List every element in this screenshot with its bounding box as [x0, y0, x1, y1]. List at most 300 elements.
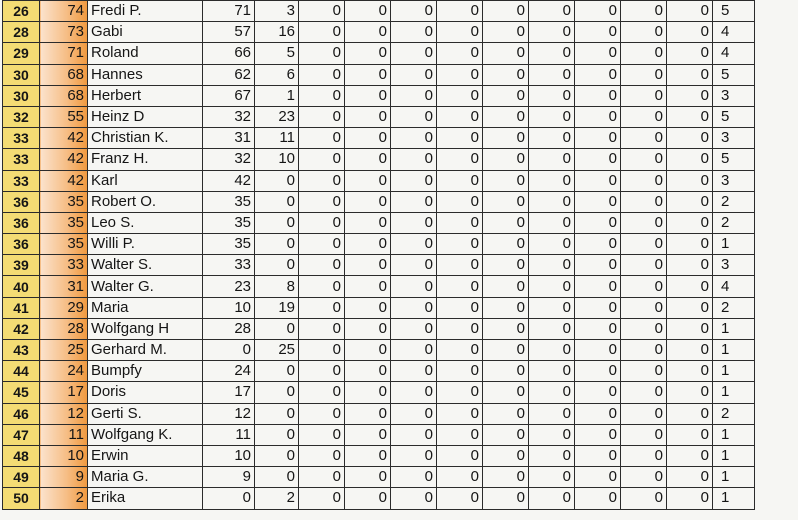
count-cell: 3 — [713, 170, 755, 191]
points-cell: 35 — [40, 212, 88, 233]
player-name-cell: Hannes — [88, 64, 203, 85]
score-cell: 0 — [621, 22, 667, 43]
score-cell: 0 — [621, 318, 667, 339]
score-cell: 0 — [575, 191, 621, 212]
points-cell: 55 — [40, 106, 88, 127]
score-cell: 0 — [391, 255, 437, 276]
score-cell: 0 — [345, 488, 391, 509]
score-cell: 10 — [203, 445, 255, 466]
score-cell: 35 — [203, 212, 255, 233]
points-cell: 68 — [40, 85, 88, 106]
score-cell: 1 — [255, 85, 299, 106]
rank-cell: 33 — [3, 170, 40, 191]
table-row — [3, 191, 755, 212]
score-cell: 0 — [529, 191, 575, 212]
table-row — [3, 382, 755, 403]
score-cell: 0 — [483, 22, 529, 43]
score-cell: 0 — [345, 1, 391, 22]
score-cell: 0 — [437, 212, 483, 233]
player-name-cell: Robert O. — [88, 191, 203, 212]
table-row — [3, 424, 755, 445]
count-cell: 3 — [713, 128, 755, 149]
score-cell: 0 — [255, 191, 299, 212]
score-cell: 0 — [345, 64, 391, 85]
player-name-cell: Doris — [88, 382, 203, 403]
score-cell: 0 — [391, 467, 437, 488]
score-cell: 0 — [345, 170, 391, 191]
score-cell: 0 — [483, 128, 529, 149]
table-row — [3, 361, 755, 382]
score-cell: 35 — [203, 234, 255, 255]
rank-cell: 43 — [3, 340, 40, 361]
score-cell: 0 — [575, 212, 621, 233]
table-row — [3, 445, 755, 466]
score-cell: 0 — [299, 64, 345, 85]
score-cell: 0 — [483, 318, 529, 339]
score-cell: 0 — [575, 43, 621, 64]
score-cell: 0 — [621, 191, 667, 212]
score-cell: 0 — [575, 170, 621, 191]
table-row — [3, 128, 755, 149]
rank-cell: 42 — [3, 318, 40, 339]
count-cell: 1 — [713, 382, 755, 403]
score-cell: 0 — [345, 297, 391, 318]
count-cell: 1 — [713, 488, 755, 509]
table-row — [3, 488, 755, 509]
score-cell: 0 — [345, 445, 391, 466]
score-cell: 0 — [391, 340, 437, 361]
rank-cell: 47 — [3, 424, 40, 445]
score-cell: 0 — [575, 22, 621, 43]
score-cell: 0 — [575, 424, 621, 445]
score-cell: 0 — [529, 382, 575, 403]
score-cell: 11 — [203, 424, 255, 445]
points-cell: 9 — [40, 467, 88, 488]
table-row — [3, 276, 755, 297]
score-cell: 0 — [345, 149, 391, 170]
points-cell: 24 — [40, 361, 88, 382]
score-cell: 0 — [345, 255, 391, 276]
points-cell: 35 — [40, 191, 88, 212]
score-cell: 0 — [437, 191, 483, 212]
score-cell: 0 — [575, 382, 621, 403]
score-cell: 0 — [299, 255, 345, 276]
score-cell: 0 — [621, 445, 667, 466]
score-cell: 9 — [203, 467, 255, 488]
ranking-table — [2, 0, 755, 510]
score-cell: 0 — [575, 467, 621, 488]
score-cell: 0 — [621, 234, 667, 255]
score-cell: 0 — [667, 467, 713, 488]
count-cell: 4 — [713, 276, 755, 297]
score-cell: 0 — [391, 212, 437, 233]
score-cell: 0 — [621, 170, 667, 191]
rank-cell: 30 — [3, 64, 40, 85]
points-cell: 73 — [40, 22, 88, 43]
player-name-cell: Roland — [88, 43, 203, 64]
score-cell: 0 — [391, 382, 437, 403]
score-cell: 0 — [667, 22, 713, 43]
score-cell: 0 — [483, 212, 529, 233]
score-cell: 0 — [483, 467, 529, 488]
count-cell: 2 — [713, 297, 755, 318]
score-cell: 0 — [391, 361, 437, 382]
points-cell: 42 — [40, 128, 88, 149]
score-cell: 0 — [621, 106, 667, 127]
score-cell: 0 — [667, 424, 713, 445]
score-cell: 0 — [621, 1, 667, 22]
score-cell: 0 — [299, 1, 345, 22]
count-cell: 1 — [713, 361, 755, 382]
score-cell: 2 — [255, 488, 299, 509]
score-cell: 0 — [255, 212, 299, 233]
score-cell: 0 — [529, 234, 575, 255]
score-cell: 0 — [345, 424, 391, 445]
count-cell: 1 — [713, 424, 755, 445]
score-cell: 0 — [391, 191, 437, 212]
score-cell: 0 — [299, 318, 345, 339]
score-cell: 0 — [621, 64, 667, 85]
score-cell: 0 — [483, 85, 529, 106]
player-name-cell: Gerti S. — [88, 403, 203, 424]
score-cell: 0 — [667, 318, 713, 339]
score-cell: 42 — [203, 170, 255, 191]
score-cell: 0 — [437, 318, 483, 339]
rank-cell: 36 — [3, 191, 40, 212]
player-name-cell: Wolfgang H — [88, 318, 203, 339]
count-cell: 1 — [713, 467, 755, 488]
score-cell: 32 — [203, 149, 255, 170]
points-cell: 42 — [40, 170, 88, 191]
score-cell: 67 — [203, 85, 255, 106]
player-name-cell: Franz H. — [88, 149, 203, 170]
score-cell: 0 — [483, 488, 529, 509]
score-cell: 0 — [437, 106, 483, 127]
rank-cell: 32 — [3, 106, 40, 127]
score-cell: 0 — [667, 128, 713, 149]
player-name-cell: Christian K. — [88, 128, 203, 149]
score-cell: 0 — [391, 43, 437, 64]
score-cell: 0 — [667, 297, 713, 318]
points-cell: 68 — [40, 64, 88, 85]
score-cell: 0 — [575, 106, 621, 127]
score-cell: 0 — [437, 22, 483, 43]
score-cell: 0 — [391, 234, 437, 255]
points-cell: 33 — [40, 255, 88, 276]
score-cell: 0 — [299, 191, 345, 212]
score-cell: 0 — [437, 149, 483, 170]
rank-cell: 26 — [3, 1, 40, 22]
score-cell: 0 — [437, 361, 483, 382]
rank-cell: 28 — [3, 22, 40, 43]
score-cell: 0 — [575, 234, 621, 255]
score-cell: 0 — [255, 382, 299, 403]
score-cell: 0 — [667, 149, 713, 170]
score-cell: 0 — [529, 361, 575, 382]
count-cell: 3 — [713, 255, 755, 276]
score-cell: 0 — [667, 64, 713, 85]
score-cell: 0 — [483, 403, 529, 424]
score-cell: 0 — [529, 488, 575, 509]
table-row — [3, 318, 755, 339]
score-cell: 0 — [575, 85, 621, 106]
rank-cell: 33 — [3, 149, 40, 170]
score-cell: 0 — [391, 403, 437, 424]
score-cell: 0 — [391, 297, 437, 318]
score-cell: 0 — [529, 297, 575, 318]
points-cell: 2 — [40, 488, 88, 509]
table-row — [3, 43, 755, 64]
score-cell: 0 — [299, 297, 345, 318]
player-name-cell: Herbert — [88, 85, 203, 106]
score-cell: 0 — [437, 467, 483, 488]
score-cell: 0 — [345, 467, 391, 488]
player-name-cell: Maria — [88, 297, 203, 318]
count-cell: 4 — [713, 43, 755, 64]
player-name-cell: Gerhard M. — [88, 340, 203, 361]
score-cell: 0 — [575, 488, 621, 509]
score-cell: 0 — [621, 382, 667, 403]
score-cell: 0 — [345, 361, 391, 382]
score-cell: 0 — [299, 128, 345, 149]
score-cell: 0 — [667, 445, 713, 466]
player-name-cell: Heinz D — [88, 106, 203, 127]
score-cell: 23 — [203, 276, 255, 297]
score-cell: 0 — [483, 149, 529, 170]
score-cell: 0 — [483, 340, 529, 361]
score-cell: 0 — [667, 170, 713, 191]
score-cell: 0 — [299, 170, 345, 191]
score-cell: 0 — [255, 318, 299, 339]
rank-cell: 48 — [3, 445, 40, 466]
score-cell: 0 — [667, 488, 713, 509]
table-row — [3, 85, 755, 106]
points-cell: 28 — [40, 318, 88, 339]
score-cell: 0 — [575, 276, 621, 297]
player-name-cell: Erika — [88, 488, 203, 509]
points-cell: 31 — [40, 276, 88, 297]
player-name-cell: Bumpfy — [88, 361, 203, 382]
score-cell: 0 — [299, 340, 345, 361]
score-cell: 0 — [299, 212, 345, 233]
score-cell: 0 — [345, 128, 391, 149]
score-cell: 0 — [483, 382, 529, 403]
rank-cell: 50 — [3, 488, 40, 509]
score-cell: 0 — [391, 128, 437, 149]
score-cell: 0 — [391, 445, 437, 466]
score-cell: 32 — [203, 106, 255, 127]
count-cell: 1 — [713, 340, 755, 361]
score-cell: 62 — [203, 64, 255, 85]
score-cell: 0 — [345, 212, 391, 233]
score-cell: 0 — [255, 361, 299, 382]
score-cell: 11 — [255, 128, 299, 149]
score-cell: 0 — [529, 340, 575, 361]
rank-cell: 41 — [3, 297, 40, 318]
score-cell: 0 — [529, 85, 575, 106]
rank-cell: 40 — [3, 276, 40, 297]
score-cell: 0 — [299, 22, 345, 43]
score-cell: 0 — [345, 382, 391, 403]
score-cell: 0 — [575, 1, 621, 22]
score-cell: 12 — [203, 403, 255, 424]
score-cell: 0 — [391, 22, 437, 43]
score-cell: 0 — [437, 128, 483, 149]
score-cell: 8 — [255, 276, 299, 297]
score-cell: 0 — [255, 403, 299, 424]
count-cell: 1 — [713, 318, 755, 339]
rank-cell: 29 — [3, 43, 40, 64]
score-cell: 0 — [483, 64, 529, 85]
score-cell: 0 — [203, 488, 255, 509]
score-cell: 33 — [203, 255, 255, 276]
score-cell: 0 — [483, 234, 529, 255]
score-cell: 0 — [575, 297, 621, 318]
score-cell: 0 — [529, 445, 575, 466]
score-cell: 0 — [345, 403, 391, 424]
player-name-cell: Willi P. — [88, 234, 203, 255]
score-cell: 0 — [529, 43, 575, 64]
score-cell: 0 — [529, 22, 575, 43]
table-row — [3, 340, 755, 361]
score-cell: 0 — [255, 234, 299, 255]
table-row — [3, 106, 755, 127]
score-cell: 0 — [437, 1, 483, 22]
score-cell: 0 — [529, 170, 575, 191]
score-cell: 0 — [483, 191, 529, 212]
score-cell: 0 — [391, 1, 437, 22]
score-cell: 0 — [667, 382, 713, 403]
score-cell: 0 — [437, 488, 483, 509]
score-cell: 0 — [621, 403, 667, 424]
score-cell: 0 — [255, 445, 299, 466]
score-cell: 0 — [255, 467, 299, 488]
table-row — [3, 149, 755, 170]
score-cell: 0 — [437, 85, 483, 106]
table-row — [3, 212, 755, 233]
score-cell: 0 — [203, 340, 255, 361]
score-cell: 0 — [391, 170, 437, 191]
score-cell: 19 — [255, 297, 299, 318]
score-cell: 0 — [437, 276, 483, 297]
score-cell: 0 — [345, 318, 391, 339]
score-cell: 0 — [621, 361, 667, 382]
score-cell: 0 — [483, 43, 529, 64]
player-name-cell: Gabi — [88, 22, 203, 43]
rank-cell: 39 — [3, 255, 40, 276]
score-cell: 0 — [299, 361, 345, 382]
score-cell: 0 — [667, 255, 713, 276]
score-cell: 0 — [391, 64, 437, 85]
rank-cell: 44 — [3, 361, 40, 382]
points-cell: 11 — [40, 424, 88, 445]
table-row — [3, 64, 755, 85]
rank-cell: 36 — [3, 234, 40, 255]
score-cell: 0 — [437, 297, 483, 318]
score-cell: 6 — [255, 64, 299, 85]
score-cell: 10 — [255, 149, 299, 170]
score-cell: 0 — [667, 85, 713, 106]
score-cell: 0 — [437, 234, 483, 255]
table-row — [3, 234, 755, 255]
score-cell: 0 — [621, 85, 667, 106]
score-cell: 0 — [667, 361, 713, 382]
score-cell: 0 — [437, 424, 483, 445]
score-cell: 71 — [203, 1, 255, 22]
score-cell: 0 — [483, 170, 529, 191]
score-cell: 0 — [483, 424, 529, 445]
score-cell: 0 — [621, 255, 667, 276]
score-cell: 0 — [575, 445, 621, 466]
points-cell: 71 — [40, 43, 88, 64]
player-name-cell: Walter S. — [88, 255, 203, 276]
score-cell: 0 — [437, 43, 483, 64]
count-cell: 1 — [713, 234, 755, 255]
table-row — [3, 297, 755, 318]
score-cell: 0 — [667, 212, 713, 233]
score-cell: 0 — [667, 191, 713, 212]
rank-cell: 46 — [3, 403, 40, 424]
score-cell: 0 — [621, 297, 667, 318]
points-cell: 17 — [40, 382, 88, 403]
score-cell: 0 — [299, 467, 345, 488]
score-cell: 0 — [391, 106, 437, 127]
score-cell: 0 — [483, 1, 529, 22]
score-cell: 0 — [437, 445, 483, 466]
player-name-cell: Leo S. — [88, 212, 203, 233]
score-cell: 0 — [437, 170, 483, 191]
points-cell: 12 — [40, 403, 88, 424]
score-cell: 0 — [299, 382, 345, 403]
score-cell: 0 — [299, 424, 345, 445]
score-cell: 0 — [575, 361, 621, 382]
score-cell: 0 — [621, 467, 667, 488]
count-cell: 5 — [713, 149, 755, 170]
count-cell: 5 — [713, 106, 755, 127]
score-cell: 0 — [621, 212, 667, 233]
score-cell: 0 — [575, 403, 621, 424]
player-name-cell: Wolfgang K. — [88, 424, 203, 445]
score-cell: 0 — [529, 403, 575, 424]
score-cell: 0 — [345, 340, 391, 361]
score-cell: 0 — [529, 255, 575, 276]
points-cell: 10 — [40, 445, 88, 466]
score-cell: 0 — [299, 149, 345, 170]
score-cell: 0 — [575, 64, 621, 85]
count-cell: 5 — [713, 64, 755, 85]
score-cell: 0 — [621, 276, 667, 297]
score-cell: 0 — [529, 467, 575, 488]
score-cell: 0 — [391, 85, 437, 106]
score-cell: 0 — [621, 149, 667, 170]
player-name-cell: Fredi P. — [88, 1, 203, 22]
player-name-cell: Maria G. — [88, 467, 203, 488]
score-cell: 0 — [299, 234, 345, 255]
score-cell: 0 — [667, 276, 713, 297]
count-cell: 3 — [713, 85, 755, 106]
ranking-table-body — [3, 1, 755, 510]
rank-cell: 49 — [3, 467, 40, 488]
rank-cell: 33 — [3, 128, 40, 149]
score-cell: 0 — [575, 149, 621, 170]
player-name-cell: Erwin — [88, 445, 203, 466]
score-cell: 5 — [255, 43, 299, 64]
rank-cell: 36 — [3, 212, 40, 233]
score-cell: 0 — [529, 212, 575, 233]
score-cell: 0 — [391, 424, 437, 445]
score-cell: 0 — [667, 106, 713, 127]
table-row — [3, 170, 755, 191]
